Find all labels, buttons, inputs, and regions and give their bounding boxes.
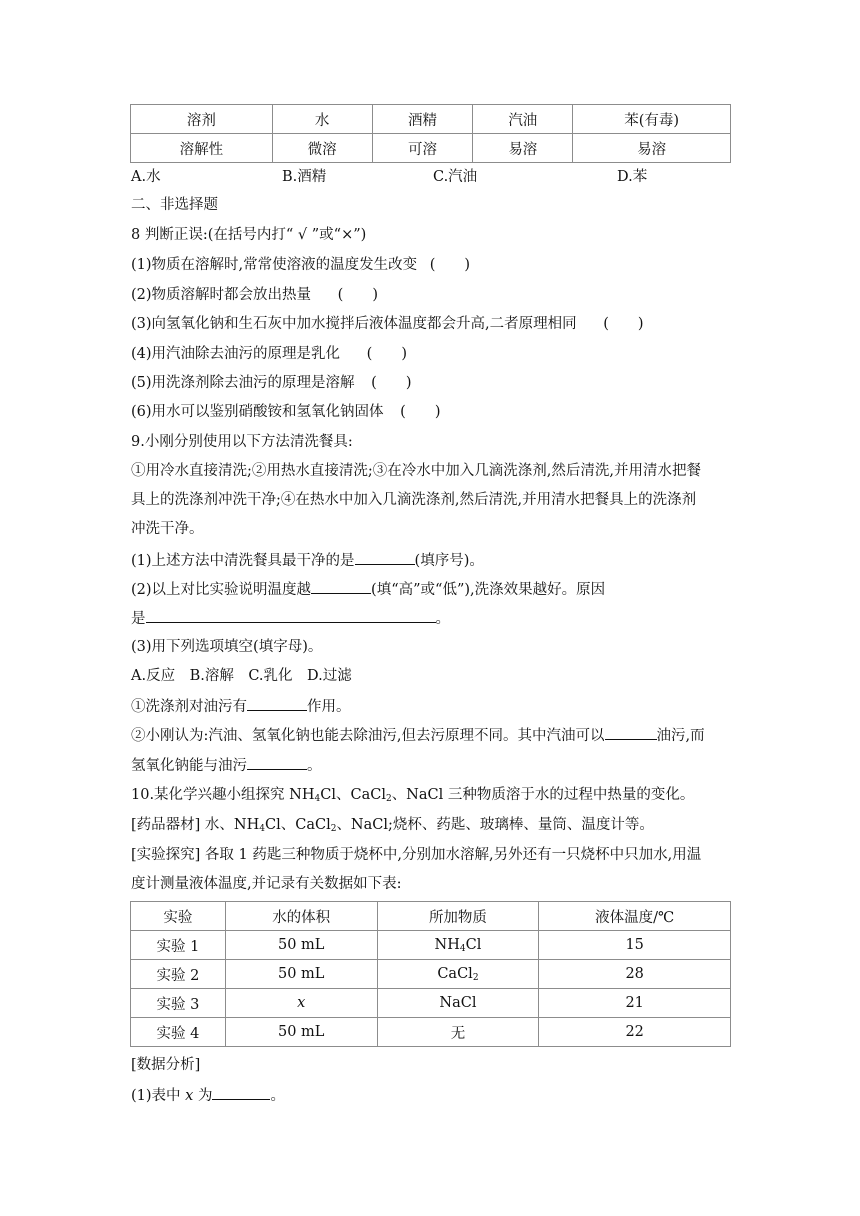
part-text: 。 [270,1088,285,1104]
table-cell [377,931,539,960]
table-row [131,989,731,1018]
table-row [131,105,731,134]
part-text: ②小刚认为:汽油、氢氧化钠也能去除油污,但去污原理不同。其中汽油可以 [131,728,605,744]
experiment-table [130,901,731,1047]
question-8-item [131,285,378,305]
question-8-item [131,344,407,364]
table-cell: 实验 4 [131,1018,226,1047]
solubility-table [130,104,731,163]
option-b: B.酒精 [282,169,327,185]
answer-parens[interactable]: ( ) [371,375,412,391]
analysis-title: [数据分析] [131,1057,201,1073]
question-8-stem: 8 判断正误:(在括号内打“ √ ”或“×”) [131,227,367,243]
stem-text: 10.某化学兴趣小组探究 NH [131,787,315,803]
table-cell: 苯(有毒) [573,105,731,134]
answer-blank[interactable] [311,578,371,594]
question-9-part-3-sub-2-cont [131,754,322,776]
question-9-part-3-options: A.反应 B.溶解 C.乳化 D.过滤 [131,668,352,684]
part-text: 油污,而 [656,728,705,744]
answer-blank[interactable] [247,754,307,770]
table-cell: 易溶 [473,134,573,163]
subscript: 4 [259,824,265,834]
table-header: 液体温度/℃ [539,902,731,931]
materials-line [131,815,654,839]
answer-parens[interactable]: ( ) [603,316,644,332]
table-cell: 50 mL [225,1018,377,1047]
table-cell: 汽油 [473,105,573,134]
subscript: 2 [472,972,479,983]
table-cell: 溶剂 [131,105,273,134]
question-9-part-2-reason [131,607,450,629]
item-text: (6)用水可以鉴别硝酸铵和氢氧化钠固体 [131,404,384,420]
part-text: ①洗涤剂对油污有 [131,699,247,715]
explore-line: 度计测量液体温度,并记录有关数据如下表: [131,876,402,892]
table-cell: 酒精 [372,105,473,134]
option-d: D.苯 [617,169,648,185]
table-cell: 微溶 [272,134,372,163]
answer-parens[interactable]: ( ) [366,346,407,362]
item-text: (5)用洗涤剂除去油污的原理是溶解 [131,375,355,391]
table-cell [377,960,539,989]
part-text: 作用。 [307,699,351,715]
item-text: (1)物质在溶解时,常常使溶液的温度发生改变 [131,257,418,273]
materials-text: 、NaCl;烧杯、药匙、玻璃棒、量筒、温度计等。 [336,817,654,833]
item-text: (3)向氢氧化钠和生石灰中加水搅拌后液体温度都会升高,二者原理相同 [131,316,577,332]
table-row [131,931,731,960]
part-text: 氢氧化钠能与油污 [131,758,247,774]
question-9-part-3-sub-1 [131,695,351,717]
methods-line: ①用冷水直接清洗;②用热水直接清洗;③在冷水中加入几滴洗涤剂,然后清洗,并用清水把餐 [131,463,701,479]
part-text: 。 [435,611,450,627]
subscript: 2 [330,824,337,834]
materials-text: [药品器材] 水、NH [131,817,260,833]
answer-blank[interactable] [146,607,436,623]
substance: Cl [465,936,482,953]
table-header: 水的体积 [225,902,377,931]
question-9-part-3-sub-2 [131,724,705,746]
answer-blank[interactable] [355,549,415,565]
table-row [131,134,731,163]
analysis-part-1 [131,1084,285,1106]
answer-blank[interactable] [247,695,307,711]
item-text: (2)物质溶解时都会放出热量 [131,287,312,303]
substance: CaCl [437,965,473,982]
table-cell: 28 [539,960,731,989]
table-cell: 实验 1 [131,931,226,960]
table-row [131,1018,731,1047]
question-8-item [131,402,440,422]
table-cell: 易溶 [573,134,731,163]
question-9-part-3: (3)用下列选项填空(填字母)。 [131,639,323,655]
part-text: 。 [307,758,322,774]
table-cell: 溶解性 [131,134,273,163]
item-text: (4)用汽油除去油污的原理是乳化 [131,346,341,362]
table-header-row [131,902,731,931]
question-8-item [131,373,411,393]
question-8-item [131,255,470,275]
methods-line: 具上的洗涤剂冲洗干净;④在热水中加入几滴洗涤剂,然后清洗,并用清水把餐具上的洗涤剂 [131,492,697,508]
subscript: 4 [314,794,321,804]
part-text: (填序号)。 [414,553,484,569]
part-text: (2)以上对比实验说明温度越 [131,582,312,598]
subscript: 2 [385,794,392,804]
answer-parens[interactable]: ( ) [400,404,441,420]
table-header: 所加物质 [377,902,539,931]
table-cell [225,989,377,1018]
part-text: (填“高”或“低”),洗涤效果越好。原因 [371,582,606,598]
table-cell: 21 [539,989,731,1018]
section-title: 二、非选择题 [131,197,218,213]
materials-text: Cl、CaCl [265,817,331,833]
table-cell: 15 [539,931,731,960]
explore-line: [实验探究] 各取 1 药匙三种物质于烧杯中,分别加水溶解,另外还有一只烧杯中只加水,用温 [131,847,702,863]
table-cell [377,1018,539,1047]
part-text: 是 [131,611,146,627]
substance: 无 [450,1025,466,1042]
answer-blank[interactable] [605,724,657,740]
question-9-part-2 [131,578,605,600]
question-8-item [131,314,644,334]
table-row [131,960,731,989]
answer-parens[interactable]: ( ) [429,257,471,273]
stem-text: 、NaCl 三种物质溶于水的过程中热量的变化。 [391,787,695,803]
variable-x: x [185,1088,194,1104]
table-cell: 水 [272,105,372,134]
table-cell [377,989,539,1018]
table-cell: 可溶 [372,134,473,163]
answer-parens[interactable]: ( ) [337,287,378,303]
question-10-stem [131,785,694,809]
substance: NaCl [439,994,477,1011]
stem-text: Cl、CaCl [320,787,386,803]
substance: NH [434,936,460,953]
question-9-stem: 9.小刚分别使用以下方法清洗餐具: [131,434,353,450]
methods-line: 冲洗干净。 [131,521,204,537]
table-cell: 22 [539,1018,731,1047]
part-text: 为 [193,1088,213,1104]
table-cell: 50 mL [225,960,377,989]
part-text: (1)表中 [131,1088,186,1104]
part-text: (1)上述方法中清洗餐具最干净的是 [131,553,355,569]
answer-blank[interactable] [212,1084,270,1100]
option-c: C.汽油 [433,169,478,185]
table-header: 实验 [131,902,226,931]
option-a: A.水 [131,169,161,185]
question-9-part-1 [131,549,484,571]
subscript: 4 [459,943,466,954]
table-cell: 50 mL [225,931,377,960]
table-cell: 实验 3 [131,989,226,1018]
variable-x: x [297,995,306,1011]
table-cell: 实验 2 [131,960,226,989]
